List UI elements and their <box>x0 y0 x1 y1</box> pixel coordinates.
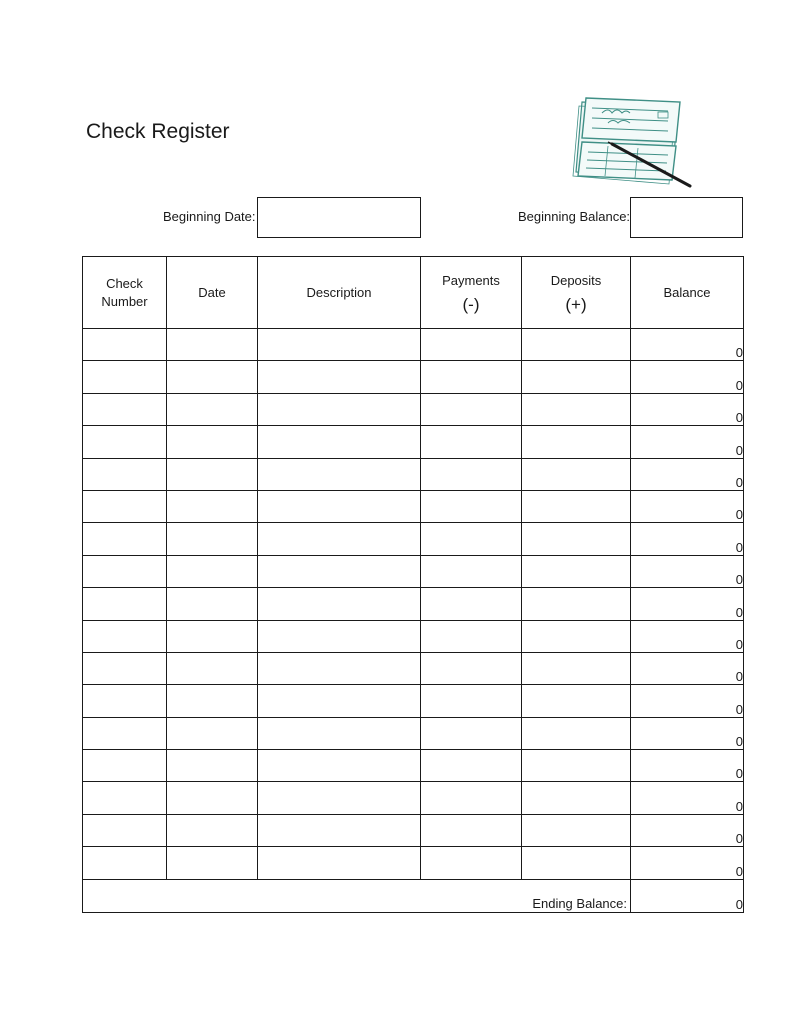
deposit-cell[interactable] <box>522 847 631 879</box>
check-number-cell[interactable] <box>83 652 167 684</box>
payment-cell[interactable] <box>421 458 522 490</box>
check-number-cell[interactable] <box>83 750 167 782</box>
payment-cell[interactable] <box>421 652 522 684</box>
deposit-cell[interactable] <box>522 490 631 522</box>
column-deposits <box>522 257 631 329</box>
ending-balance-label: Ending Balance: <box>83 879 631 912</box>
check-number-cell[interactable] <box>83 620 167 652</box>
description-cell[interactable] <box>258 847 421 879</box>
description-cell[interactable] <box>258 458 421 490</box>
table-row <box>83 717 744 749</box>
date-cell[interactable] <box>167 685 258 717</box>
check-number-cell[interactable] <box>83 782 167 814</box>
balance-cell: 0 <box>631 393 744 425</box>
balance-cell: 0 <box>631 717 744 749</box>
balance-cell: 0 <box>631 523 744 555</box>
payment-cell[interactable] <box>421 782 522 814</box>
column-check-number: Check Number <box>83 257 167 329</box>
date-cell[interactable] <box>167 361 258 393</box>
date-cell[interactable] <box>167 490 258 522</box>
column-description: Description <box>258 257 421 329</box>
check-number-cell[interactable] <box>83 490 167 522</box>
description-cell[interactable] <box>258 750 421 782</box>
table-row <box>83 750 744 782</box>
payment-cell[interactable] <box>421 685 522 717</box>
table-row <box>83 329 744 361</box>
description-cell[interactable] <box>258 329 421 361</box>
table-row <box>83 490 744 522</box>
deposit-cell[interactable] <box>522 458 631 490</box>
check-number-cell[interactable] <box>83 329 167 361</box>
payment-cell[interactable] <box>421 750 522 782</box>
payment-cell[interactable] <box>421 490 522 522</box>
check-number-cell[interactable] <box>83 847 167 879</box>
deposit-cell[interactable] <box>522 523 631 555</box>
date-cell[interactable] <box>167 782 258 814</box>
table-row <box>83 685 744 717</box>
description-cell[interactable] <box>258 814 421 846</box>
checkbook-with-pen-icon <box>568 88 696 192</box>
deposit-cell[interactable] <box>522 717 631 749</box>
column-balance: Balance <box>631 257 744 329</box>
balance-cell: 0 <box>631 555 744 587</box>
date-cell[interactable] <box>167 750 258 782</box>
description-cell[interactable] <box>258 393 421 425</box>
payment-cell[interactable] <box>421 717 522 749</box>
description-cell[interactable] <box>258 588 421 620</box>
date-cell[interactable] <box>167 717 258 749</box>
table-row <box>83 523 744 555</box>
table-row <box>83 620 744 652</box>
payment-cell[interactable] <box>421 361 522 393</box>
balance-cell: 0 <box>631 750 744 782</box>
description-cell[interactable] <box>258 361 421 393</box>
deposit-cell[interactable] <box>522 361 631 393</box>
beginning-date-label: Beginning Date: <box>163 209 256 224</box>
date-cell[interactable] <box>167 847 258 879</box>
payment-cell[interactable] <box>421 620 522 652</box>
date-cell[interactable] <box>167 426 258 458</box>
balance-cell: 0 <box>631 490 744 522</box>
payment-cell[interactable] <box>421 329 522 361</box>
payment-cell[interactable] <box>421 426 522 458</box>
balance-cell: 0 <box>631 458 744 490</box>
column-date: Date <box>167 257 258 329</box>
table-row <box>83 814 744 846</box>
check-number-cell[interactable] <box>83 458 167 490</box>
payments-sign: (-) <box>462 294 480 314</box>
check-number-cell[interactable] <box>83 426 167 458</box>
balance-cell: 0 <box>631 620 744 652</box>
deposit-cell[interactable] <box>522 685 631 717</box>
ending-balance-value: 0 <box>631 879 744 912</box>
check-number-cell[interactable] <box>83 523 167 555</box>
balance-cell: 0 <box>631 329 744 361</box>
payment-cell[interactable] <box>421 523 522 555</box>
description-cell[interactable] <box>258 523 421 555</box>
table-header-row <box>83 257 744 329</box>
deposit-cell[interactable] <box>522 588 631 620</box>
payment-cell[interactable] <box>421 393 522 425</box>
balance-cell: 0 <box>631 814 744 846</box>
date-cell[interactable] <box>167 458 258 490</box>
check-number-cell[interactable] <box>83 555 167 587</box>
description-cell[interactable] <box>258 652 421 684</box>
check-register-table <box>82 256 744 913</box>
balance-cell: 0 <box>631 685 744 717</box>
deposit-cell[interactable] <box>522 620 631 652</box>
beginning-date-field[interactable] <box>257 197 421 238</box>
description-cell[interactable] <box>258 685 421 717</box>
date-cell[interactable] <box>167 814 258 846</box>
table-row <box>83 361 744 393</box>
payment-cell[interactable] <box>421 814 522 846</box>
beginning-balance-field[interactable] <box>630 197 743 238</box>
beginning-balance-label: Beginning Balance: <box>518 209 631 224</box>
table-row <box>83 588 744 620</box>
description-cell[interactable] <box>258 620 421 652</box>
deposit-cell[interactable] <box>522 555 631 587</box>
deposit-cell[interactable] <box>522 426 631 458</box>
column-payments <box>421 257 522 329</box>
table-row <box>83 458 744 490</box>
description-cell[interactable] <box>258 717 421 749</box>
deposit-cell[interactable] <box>522 652 631 684</box>
deposit-cell[interactable] <box>522 393 631 425</box>
check-number-cell[interactable] <box>83 717 167 749</box>
description-cell[interactable] <box>258 782 421 814</box>
balance-cell: 0 <box>631 588 744 620</box>
check-number-cell[interactable] <box>83 588 167 620</box>
payments-label: Payments <box>442 272 500 288</box>
date-cell[interactable] <box>167 555 258 587</box>
deposit-cell[interactable] <box>522 329 631 361</box>
table-row <box>83 652 744 684</box>
deposit-cell[interactable] <box>522 750 631 782</box>
deposits-label: Deposits <box>550 272 602 288</box>
table-row <box>83 847 744 879</box>
date-cell[interactable] <box>167 620 258 652</box>
table-row <box>83 393 744 425</box>
page-title: Check Register <box>86 120 230 143</box>
balance-cell: 0 <box>631 782 744 814</box>
description-cell[interactable] <box>258 426 421 458</box>
date-cell[interactable] <box>167 652 258 684</box>
table-row <box>83 555 744 587</box>
balance-cell: 0 <box>631 361 744 393</box>
deposit-cell[interactable] <box>522 814 631 846</box>
check-number-cell[interactable] <box>83 685 167 717</box>
balance-cell: 0 <box>631 426 744 458</box>
payment-cell[interactable] <box>421 555 522 587</box>
check-number-cell[interactable] <box>83 814 167 846</box>
ending-balance-row <box>83 879 744 912</box>
date-cell[interactable] <box>167 588 258 620</box>
payment-cell[interactable] <box>421 847 522 879</box>
date-cell[interactable] <box>167 523 258 555</box>
balance-cell: 0 <box>631 652 744 684</box>
balance-cell: 0 <box>631 847 744 879</box>
check-number-cell[interactable] <box>83 393 167 425</box>
payment-cell[interactable] <box>421 588 522 620</box>
date-cell[interactable] <box>167 329 258 361</box>
deposit-cell[interactable] <box>522 782 631 814</box>
table-row <box>83 782 744 814</box>
description-cell[interactable] <box>258 555 421 587</box>
check-number-cell[interactable] <box>83 361 167 393</box>
description-cell[interactable] <box>258 490 421 522</box>
date-cell[interactable] <box>167 393 258 425</box>
table-row <box>83 426 744 458</box>
deposits-sign: (+) <box>565 294 587 314</box>
